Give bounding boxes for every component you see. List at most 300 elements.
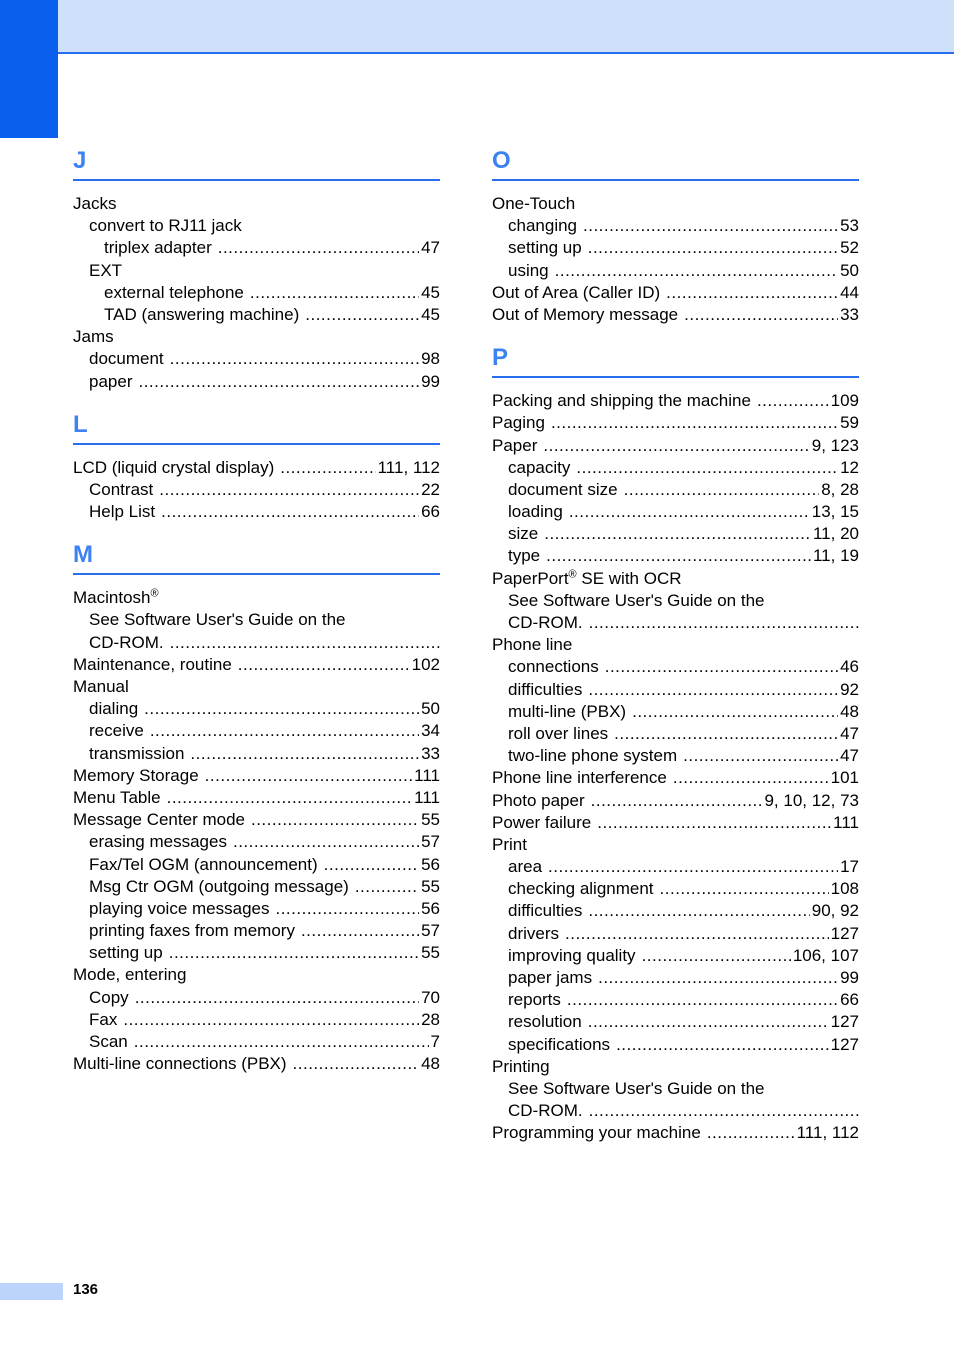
dot-leader	[238, 654, 410, 676]
index-section	[73, 143, 440, 393]
dot-leader	[757, 390, 829, 412]
index-entry-list	[73, 457, 440, 524]
index-term-text: Paper	[492, 435, 538, 455]
index-entry	[73, 348, 440, 370]
index-term-text: Print	[492, 834, 527, 854]
page-reference: 55	[421, 943, 440, 963]
index-entry	[492, 989, 859, 1011]
index-term-text: Power failure	[492, 812, 592, 832]
dot-leader	[589, 612, 859, 634]
page-reference: 102	[411, 654, 440, 674]
index-entry	[492, 679, 859, 701]
dot-leader	[167, 787, 413, 809]
index-term	[508, 745, 683, 767]
dot-leader	[250, 282, 419, 304]
index-term	[508, 701, 632, 723]
index-term-text: area	[508, 857, 543, 877]
index-entry	[492, 260, 859, 282]
index-term	[89, 720, 150, 742]
registered-mark: ®	[568, 567, 577, 580]
index-term	[508, 656, 605, 678]
index-entry	[492, 390, 859, 412]
dot-leader	[624, 479, 820, 501]
page-reference: 92	[840, 679, 859, 699]
dot-leader	[589, 1100, 859, 1122]
dot-leader	[170, 348, 419, 370]
index-term-text: Maintenance, routine	[73, 654, 232, 674]
index-term	[89, 632, 170, 654]
index-term-text: dialing	[89, 699, 139, 719]
index-term-text: size	[508, 524, 539, 544]
index-term	[73, 964, 192, 986]
index-term	[492, 790, 591, 812]
index-term	[492, 1056, 556, 1078]
index-term	[508, 1100, 589, 1122]
dot-leader	[218, 237, 419, 259]
index-term	[104, 237, 218, 259]
page-reference: 48	[840, 701, 859, 721]
index-entry	[73, 987, 440, 1009]
index-entry	[73, 720, 440, 742]
dot-leader	[543, 435, 809, 457]
index-term	[89, 876, 355, 898]
index-entry	[73, 326, 440, 348]
index-entry	[73, 609, 440, 631]
dot-leader	[598, 967, 838, 989]
index-term-text: Fax	[89, 1009, 118, 1029]
index-term	[508, 856, 548, 878]
index-entry	[73, 831, 440, 853]
footer-bar	[0, 1283, 63, 1300]
index-term-text: Out of Memory message	[492, 304, 679, 324]
index-term-text: resolution	[508, 1012, 582, 1032]
index-term	[492, 435, 543, 457]
index-term-text: One-Touch	[492, 194, 576, 213]
index-term	[73, 765, 205, 787]
index-term	[89, 1009, 123, 1031]
index-term-text: Programming your machine	[492, 1123, 701, 1143]
index-entry	[73, 193, 440, 215]
index-term	[73, 193, 122, 215]
dot-leader	[233, 831, 419, 853]
index-term	[508, 612, 589, 634]
index-term-text: difficulties	[508, 679, 583, 699]
index-term-text: two-line phone system	[508, 746, 678, 766]
page-reference: 55	[421, 876, 440, 896]
index-entry	[73, 654, 440, 676]
index-term	[508, 967, 598, 989]
index-term	[508, 215, 583, 237]
index-term-text: capacity	[508, 457, 571, 477]
page-reference: 46	[840, 657, 859, 677]
index-entry	[73, 479, 440, 501]
page-reference: 111, 112	[377, 457, 440, 477]
index-term-text: See Software User's Guide on the	[89, 610, 346, 630]
index-term	[508, 878, 660, 900]
index-term	[508, 479, 624, 501]
index-section	[492, 340, 859, 1144]
index-term	[89, 920, 301, 942]
dot-leader	[683, 745, 838, 767]
index-entry-list	[492, 193, 859, 326]
index-entry	[492, 568, 859, 590]
index-column-right	[492, 143, 859, 1159]
page-reference: 66	[840, 990, 859, 1010]
index-entry	[73, 698, 440, 720]
index-term	[492, 812, 597, 834]
index-entry	[492, 945, 859, 967]
index-entry	[492, 656, 859, 678]
index-entry	[492, 790, 859, 812]
section-letter-heading: L	[73, 407, 440, 445]
index-entry	[492, 612, 859, 634]
index-entry	[73, 676, 440, 698]
index-term	[508, 900, 588, 922]
index-term-text: Photo paper	[492, 790, 585, 810]
index-term-suffix: SE with OCR	[576, 568, 682, 588]
index-term	[73, 654, 238, 676]
index-term	[508, 590, 771, 612]
index-term-text: transmission	[89, 743, 185, 763]
index-column-left	[73, 143, 440, 1089]
index-term-text: changing	[508, 216, 578, 236]
index-term-text: external telephone	[104, 282, 244, 302]
index-entry	[492, 1011, 859, 1033]
page-reference: 111	[414, 765, 440, 785]
page-reference: 47	[421, 238, 440, 258]
page-reference: 109	[830, 391, 859, 411]
dot-leader	[190, 743, 419, 765]
index-section	[492, 143, 859, 326]
index-term	[492, 282, 666, 304]
dot-leader	[673, 767, 829, 789]
index-term	[492, 304, 684, 326]
index-term-text: Memory Storage	[73, 765, 199, 785]
index-term	[89, 260, 128, 282]
index-entry	[492, 193, 859, 215]
index-term-text: Jacks	[73, 194, 117, 213]
index-term-text: See Software User's Guide on the	[508, 590, 765, 610]
index-entry-list	[73, 587, 440, 1075]
index-entry	[73, 632, 440, 654]
page-reference: 56	[421, 854, 440, 874]
header-band	[0, 0, 954, 54]
dot-leader	[544, 523, 811, 545]
page-reference: 55	[421, 810, 440, 830]
dot-leader	[567, 989, 838, 1011]
index-term	[73, 809, 251, 831]
dot-leader	[355, 876, 419, 898]
dot-leader	[546, 545, 811, 567]
index-term-text: Phone line	[492, 635, 573, 655]
page-reference: 70	[421, 987, 440, 1007]
index-entry	[492, 701, 859, 723]
index-entry	[492, 834, 859, 856]
index-term	[508, 723, 614, 745]
section-letter-heading: M	[73, 537, 440, 575]
page-reference: 111, 112	[796, 1123, 859, 1143]
page-reference: 9, 123	[811, 435, 859, 455]
index-term-text: playing voice messages	[89, 898, 270, 918]
index-section	[73, 407, 440, 524]
index-entry	[73, 1009, 440, 1031]
index-entry	[492, 967, 859, 989]
index-term-text: document size	[508, 479, 618, 499]
index-entry	[492, 1078, 859, 1100]
index-entry	[492, 1100, 859, 1122]
dot-leader	[169, 942, 419, 964]
dot-leader	[569, 501, 810, 523]
index-term-text: printing faxes from memory	[89, 921, 295, 941]
index-entry	[73, 787, 440, 809]
index-term	[89, 371, 138, 393]
page-reference: 8, 28	[821, 479, 859, 499]
dot-leader	[605, 656, 838, 678]
dot-leader	[642, 945, 791, 967]
page-reference: 33	[421, 743, 440, 763]
index-term	[89, 854, 324, 876]
index-entry	[73, 964, 440, 986]
index-term	[508, 457, 576, 479]
page-reference: 44	[840, 282, 859, 302]
index-entry	[73, 304, 440, 326]
index-term	[89, 348, 170, 370]
index-entry	[492, 304, 859, 326]
index-term	[492, 390, 757, 412]
index-entry	[492, 923, 859, 945]
index-entry	[73, 809, 440, 831]
dot-leader	[138, 371, 419, 393]
index-entry	[492, 215, 859, 237]
index-entry	[492, 745, 859, 767]
page-reference: 47	[840, 723, 859, 743]
index-term	[89, 942, 169, 964]
index-term-text: paper	[89, 371, 133, 391]
index-term	[89, 987, 135, 1009]
index-entry	[492, 856, 859, 878]
index-term-text: drivers	[508, 923, 560, 943]
page-reference: 90, 92	[811, 901, 859, 921]
index-term	[89, 698, 144, 720]
dot-leader	[205, 765, 412, 787]
index-entry	[73, 743, 440, 765]
index-term	[508, 1034, 616, 1056]
page-reference: 13, 15	[811, 502, 859, 522]
page-reference: 101	[830, 768, 859, 788]
page-reference: 108	[830, 879, 859, 899]
dot-leader	[293, 1053, 420, 1075]
index-term-text: See Software User's Guide on the	[508, 1078, 765, 1098]
page-reference: 50	[840, 260, 859, 280]
index-term-text: CD-ROM.	[89, 632, 164, 652]
index-entry	[492, 435, 859, 457]
dot-leader	[565, 923, 829, 945]
index-term-text: setting up	[89, 943, 163, 963]
index-entry	[73, 501, 440, 523]
page-reference: 106, 107	[792, 945, 859, 965]
index-entry	[492, 479, 859, 501]
dot-leader	[588, 1011, 829, 1033]
dot-leader	[324, 854, 419, 876]
index-term	[89, 898, 275, 920]
section-letter-heading: O	[492, 143, 859, 181]
page-reference: 50	[421, 699, 440, 719]
index-term-text: multi-line (PBX)	[508, 701, 627, 721]
page-reference: 11, 19	[812, 546, 859, 566]
index-term	[89, 501, 161, 523]
dot-leader	[251, 809, 419, 831]
index-term-text: convert to RJ11 jack	[89, 216, 242, 236]
dot-leader	[591, 790, 763, 812]
dot-leader	[616, 1034, 829, 1056]
dot-leader	[588, 679, 838, 701]
index-entry	[492, 634, 859, 656]
index-term	[89, 743, 190, 765]
index-term	[508, 679, 588, 701]
page-reference: 66	[421, 502, 440, 522]
index-term	[492, 834, 533, 856]
index-entry	[492, 412, 859, 434]
index-entry	[492, 457, 859, 479]
page-reference: 111	[833, 812, 859, 832]
dot-leader	[159, 479, 419, 501]
index-term-text: Paging	[492, 413, 545, 433]
index-entry	[492, 1034, 859, 1056]
index-term	[492, 767, 673, 789]
index-term-text: checking alignment	[508, 879, 654, 899]
page-reference: 59	[840, 413, 859, 433]
index-term-text: Manual	[73, 677, 129, 696]
index-term	[508, 260, 555, 282]
index-term-text: roll over lines	[508, 723, 609, 743]
index-term-text: reports	[508, 990, 561, 1010]
dot-leader	[707, 1122, 795, 1144]
index-entry-list	[73, 193, 440, 393]
index-term	[508, 945, 642, 967]
index-section	[73, 537, 440, 1075]
page-number: 136	[73, 1281, 99, 1298]
dot-leader	[144, 698, 419, 720]
dot-leader	[301, 920, 419, 942]
index-term-text: erasing messages	[89, 832, 227, 852]
index-entry	[492, 545, 859, 567]
page-reference: 47	[840, 746, 859, 766]
page-reference: 57	[421, 921, 440, 941]
index-term	[73, 326, 120, 348]
index-term-text: Macintosh	[73, 588, 151, 608]
index-term	[73, 676, 135, 698]
dot-leader	[161, 501, 419, 523]
index-term-text: PaperPort	[492, 568, 569, 588]
chapter-tab	[0, 0, 58, 138]
index-term-text: TAD (answering machine)	[104, 304, 300, 324]
dot-leader	[275, 898, 419, 920]
index-term-text: Msg Ctr OGM (outgoing message)	[89, 876, 349, 896]
page-reference: 45	[421, 282, 440, 302]
index-term-text: Contrast	[89, 479, 154, 499]
page-reference: 98	[421, 349, 440, 369]
page-reference: 127	[830, 923, 859, 943]
dot-leader	[134, 1031, 429, 1053]
page-reference: 22	[421, 479, 440, 499]
index-entry	[73, 1031, 440, 1053]
index-term	[492, 634, 578, 656]
dot-leader	[660, 878, 829, 900]
index-term	[73, 587, 165, 609]
dot-leader	[551, 412, 838, 434]
index-term-text: Mode, entering	[73, 965, 187, 985]
index-term-text: receive	[89, 721, 144, 741]
index-term	[89, 831, 233, 853]
page-reference: 28	[421, 1009, 440, 1029]
page-reference: 56	[421, 898, 440, 918]
index-term-text: Fax/Tel OGM (announcement)	[89, 854, 318, 874]
index-entry-list	[492, 390, 859, 1144]
index-term	[89, 609, 352, 631]
page-reference: 33	[840, 304, 859, 324]
section-letter-heading: P	[492, 340, 859, 378]
index-entry	[492, 878, 859, 900]
page-reference: 48	[421, 1054, 440, 1074]
index-term-text: EXT	[89, 260, 123, 280]
index-term-text: setting up	[508, 238, 582, 258]
index-term-text: specifications	[508, 1034, 611, 1054]
dot-leader	[588, 237, 838, 259]
index-entry	[73, 215, 440, 237]
index-term-text: Menu Table	[73, 787, 161, 807]
dot-leader	[614, 723, 838, 745]
index-term	[508, 523, 544, 545]
index-entry	[492, 767, 859, 789]
index-entry	[492, 590, 859, 612]
dot-leader	[684, 304, 838, 326]
index-term	[492, 193, 581, 215]
index-entry	[73, 854, 440, 876]
index-term-text: CD-ROM.	[508, 613, 583, 632]
index-term	[73, 1053, 293, 1075]
page-reference: 17	[840, 857, 859, 877]
page-reference: 7	[430, 1032, 440, 1051]
dot-leader	[135, 987, 419, 1009]
index-term	[492, 1122, 707, 1144]
index-entry	[73, 260, 440, 282]
index-entry	[492, 237, 859, 259]
index-entry	[73, 237, 440, 259]
index-term	[492, 568, 688, 590]
dot-leader	[305, 304, 419, 326]
index-entry	[73, 898, 440, 920]
page-reference: 127	[830, 1012, 859, 1032]
index-term-text: Scan	[89, 1032, 128, 1051]
index-term-text: triplex adapter	[104, 238, 212, 258]
page-reference: 127	[830, 1034, 859, 1054]
index-term-text: improving quality	[508, 945, 636, 965]
index-term	[89, 1031, 134, 1053]
index-entry	[492, 723, 859, 745]
dot-leader	[632, 701, 838, 723]
index-term-text: LCD (liquid crystal display)	[73, 457, 275, 477]
index-entry	[73, 587, 440, 609]
index-entry	[73, 457, 440, 479]
index-term	[508, 501, 569, 523]
index-entry	[73, 282, 440, 304]
index-term-text: loading	[508, 502, 563, 522]
index-term	[508, 237, 588, 259]
page-reference: 9, 10, 12, 73	[764, 790, 859, 810]
dot-leader	[555, 260, 838, 282]
index-term-text: Help List	[89, 502, 156, 522]
index-term-text: Printing	[492, 1056, 550, 1076]
